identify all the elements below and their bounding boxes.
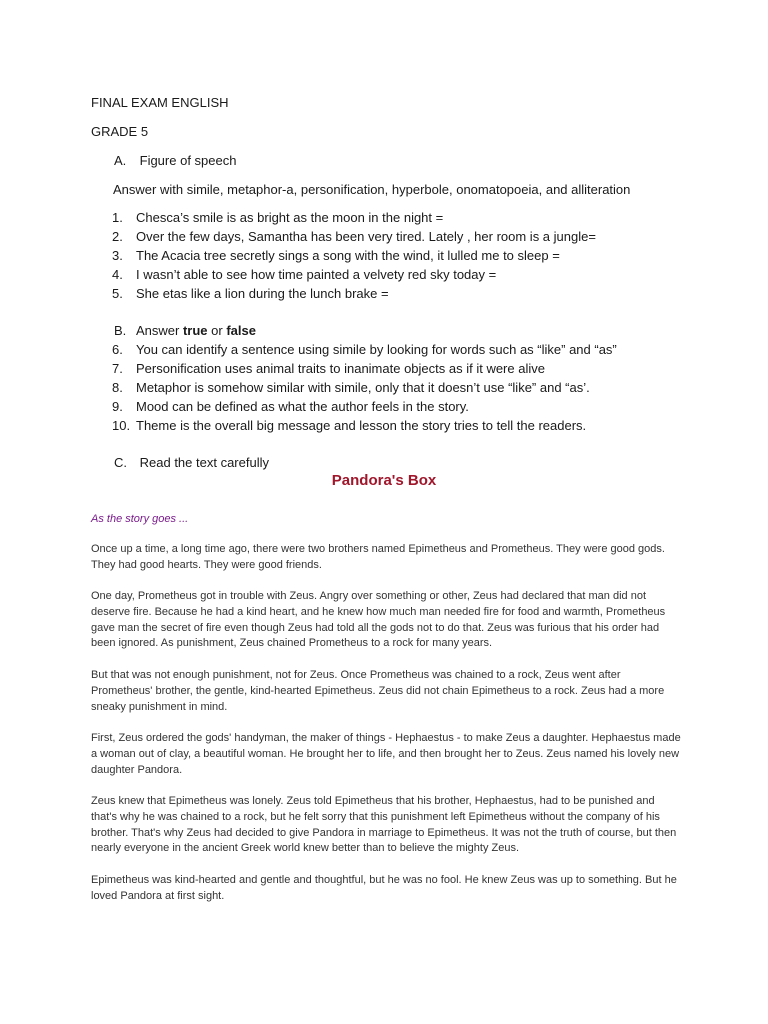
question-text: I wasn’t able to see how time painted a velvety red sky today = [136,267,497,282]
question-number: 9. [112,399,123,414]
section-a-title: Figure of speech [139,153,237,168]
story-paragraph [91,668,681,715]
story-intro: As the story goes ... [91,513,189,525]
question-text: Theme is the overall big message and lesson the story tries to tell the readers. [136,418,587,433]
section-a-letter: A. [114,153,127,168]
question-5 [112,286,389,301]
question-number: 2. [112,229,123,244]
question-number: 5. [112,286,123,301]
question-number: 10. [112,418,131,433]
section-c-letter: C. [114,455,127,470]
question-number: 8. [112,380,123,395]
question-number: 7. [112,361,123,376]
true-word: true [182,323,208,338]
section-c-heading [114,455,269,470]
section-b-letter: B. [114,323,127,338]
paragraph-text: First, Zeus ordered the gods' handyman, the maker of things - Hephaestus - to make Zeus a daughter. Hephaestus made a woman out of clay, a beautiful woman. He brought her to life, and then brought her to Zeus. Zeus named his lovely new daughter Pandora. [91,732,681,776]
question-8 [112,380,590,395]
question-text: Over the few days, Samantha has been very tired. Lately , her room is a jungle= [136,229,596,244]
question-6 [112,342,617,357]
section-c-title: Read the text carefully [139,455,269,470]
question-7 [112,361,545,376]
section-b-heading [114,323,256,338]
grade-label: GRADE 5 [91,124,149,139]
question-text: Chesca’s smile is as bright as the moon in the night = [136,210,444,225]
false-word: false [226,323,256,338]
or-word: or [207,323,227,338]
story-paragraph [91,731,681,778]
paragraph-text: Zeus knew that Epimetheus was lonely. Zeus told Epimetheus that his brother, Hephaestus, had to be punished and that's why he was chained to a rock, but he felt sorry that this punishment left Epimetheus without the company of his brother. That's why Zeus had decided to give Pandora in marriage to Epimetheus. It was not the truth of course, but then nearly everyone in the ancient Greek world knew better than to believe the mighty Zeus. [91,795,677,855]
paragraph-text: Epimetheus was kind-hearted and gentle and thoughtful, but he was no fool. He knew Zeus was up to something. But he loved Pandora at first sight. [91,874,677,902]
section-b-prefix: Answer [136,323,183,338]
question-10 [112,418,586,433]
question-9 [112,399,469,414]
question-number: 1. [112,210,123,225]
question-number: 3. [112,248,123,263]
question-4 [112,267,496,282]
story-paragraph [91,794,681,857]
section-a-heading [114,153,236,168]
question-text: Metaphor is somehow similar with simile, only that it doesn’t use “like” and “as’. [136,380,590,395]
paragraph-text: But that was not enough punishment, not for Zeus. Once Prometheus was chained to a rock, Zeus went after Prometheus' brother, the gentle, kind-hearted Epimetheus. Zeus did not chain Epimetheus to a rock. Zeus had a more sneaky punishment in mind. [91,669,665,713]
question-number: 6. [112,342,123,357]
question-3 [112,248,560,263]
question-text: She etas like a lion during the lunch brake = [136,286,389,301]
question-text: Mood can be defined as what the author feels in the story. [136,399,469,414]
question-text: The Acacia tree secretly sings a song with the wind, it lulled me to sleep = [136,248,560,263]
exam-title: FINAL EXAM ENGLISH [91,95,229,110]
question-text: Personification uses animal traits to inanimate objects as if it were alive [136,361,545,376]
story-paragraph [91,873,681,905]
question-text: You can identify a sentence using simile by looking for words such as “like” and “as” [136,342,617,357]
story-paragraph [91,589,681,652]
paragraph-text: One day, Prometheus got in trouble with Zeus. Angry over something or other, Zeus had declared that man did not deserve fire. Because he had a kind heart, and he knew how much man needed fire for food and warmth, Prometheus gave man the secret of fire even though Zeus had told all the gods not to do that. Zeus was furious that his order had been ignored. As punishment, Zeus chained Prometheus to a rock for many years. [91,590,666,650]
story-paragraph [91,542,681,574]
story-title: Pandora's Box [331,472,437,489]
section-a-instruction: Answer with simile, metaphor-a, personification, hyperbole, onomatopoeia, and alliteration [113,182,631,197]
question-1 [112,210,443,225]
question-2 [112,229,596,244]
paragraph-text: Once up a time, a long time ago, there were two brothers named Epimetheus and Prometheus. They were good gods. They had good hearts. They were good friends. [91,543,665,571]
question-number: 4. [112,267,123,282]
